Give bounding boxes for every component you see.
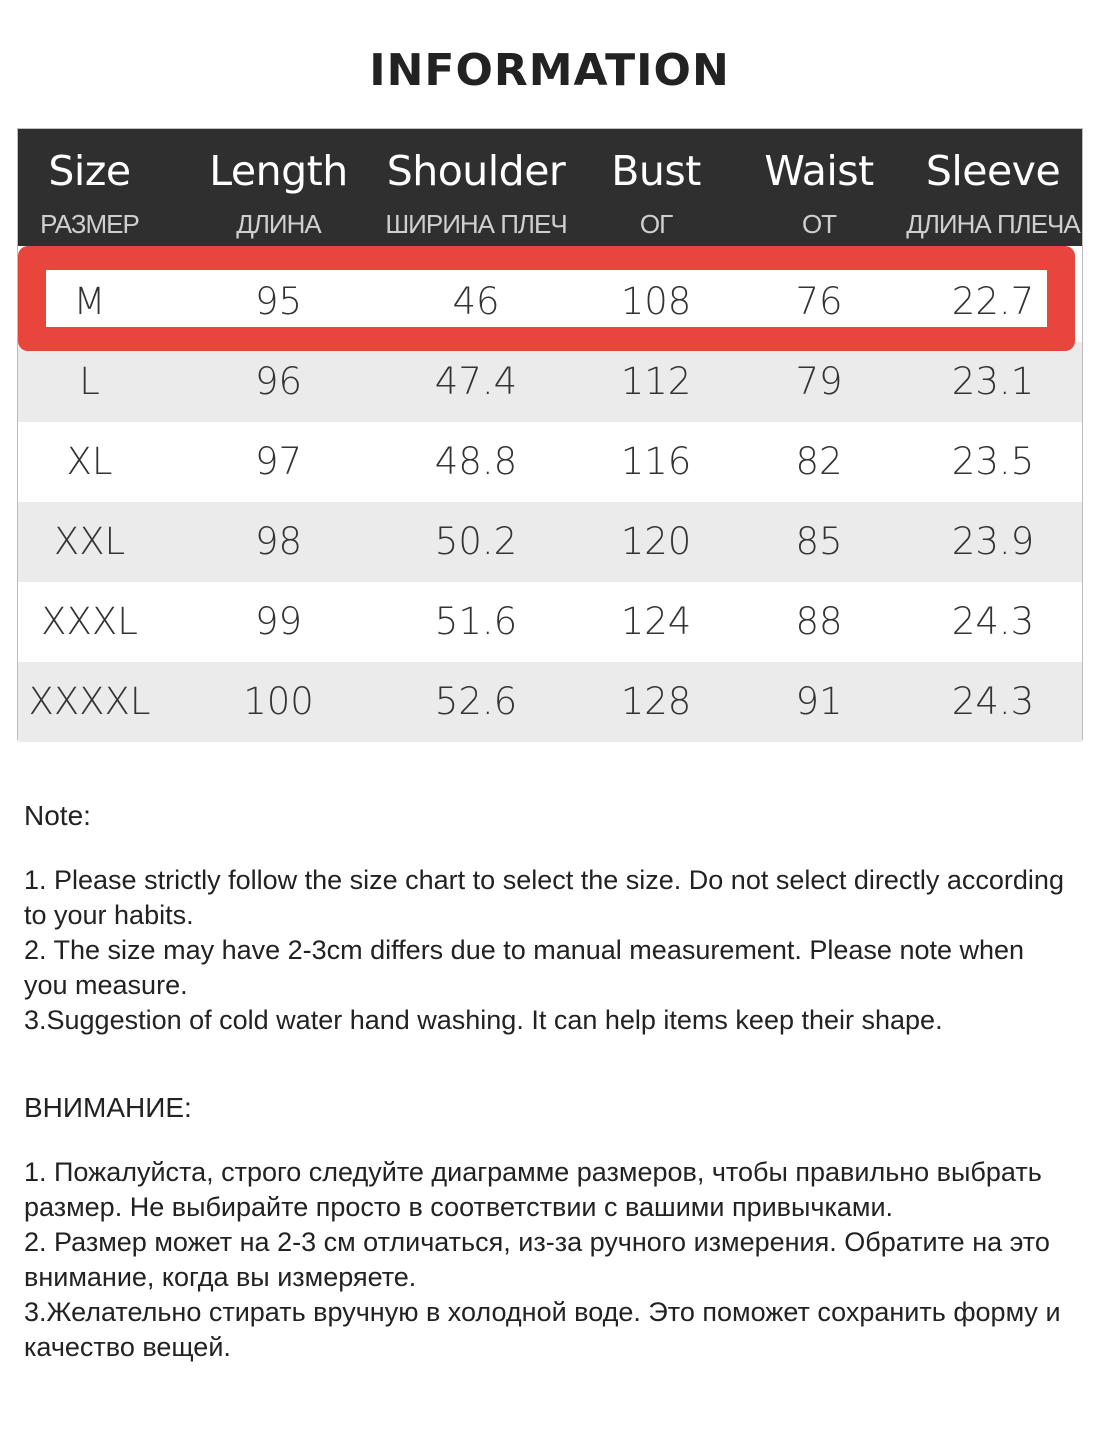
waist-cell: 88	[795, 600, 843, 643]
page-title: INFORMATION	[369, 45, 730, 96]
header-waist-en: Waist	[764, 147, 874, 195]
note-ru-heading: ВНИМАНИЕ:	[24, 1092, 192, 1123]
length-cell: 100	[243, 680, 314, 723]
waist-cell: 82	[795, 440, 843, 483]
sleeve-cell: 23.9	[951, 520, 1035, 563]
note-ru-line: 2. Размер может на 2-3 см отличаться, из-за ручного измерения. Обратите на это внимание, когда вы измеряете.	[24, 1227, 1050, 1292]
header-size	[18, 129, 161, 246]
shoulder-cell: 47.4	[434, 360, 518, 403]
bust-cell: 120	[620, 520, 692, 563]
note-en-line: 1. Please strictly follow the size chart to select the size. Do not select directly according to your habits.	[24, 865, 1064, 930]
header-length	[181, 129, 376, 246]
header-bust-ru: ОГ	[639, 209, 673, 239]
header-length-ru: ДЛИНА	[236, 209, 321, 239]
bust-cell: 128	[620, 680, 692, 723]
header-bust	[576, 129, 736, 246]
table-row	[18, 422, 1082, 502]
header-size-ru: РАЗМЕР	[40, 209, 139, 239]
bust-cell: 116	[620, 440, 692, 483]
header-waist	[736, 129, 902, 246]
length-cell: 95	[254, 280, 303, 323]
size-cell: XXXL	[41, 600, 138, 643]
length-cell: 96	[254, 360, 303, 403]
length-cell: 99	[254, 600, 303, 643]
table-row	[18, 262, 1082, 342]
table-row	[18, 342, 1082, 422]
table-row	[18, 662, 1082, 742]
waist-cell: 91	[795, 680, 843, 723]
note-ru	[24, 1090, 1074, 1365]
note-en-line: 3.Suggestion of cold water hand washing. It can help items keep their shape.	[24, 1005, 943, 1035]
shoulder-cell: 50.2	[434, 520, 518, 563]
table-row	[18, 502, 1082, 582]
header-length-en: Length	[209, 147, 348, 195]
table-row	[18, 582, 1082, 662]
shoulder-cell: 46	[452, 280, 500, 323]
bust-cell: 112	[620, 360, 692, 403]
size-cell: L	[79, 360, 100, 403]
bust-cell: 108	[620, 280, 692, 323]
sleeve-cell: 22.7	[951, 280, 1035, 323]
header-shoulder-en: Shoulder	[386, 147, 566, 195]
sleeve-cell: 24.3	[951, 600, 1035, 643]
header-waist-ru: ОТ	[801, 209, 837, 239]
shoulder-cell: 48.8	[434, 440, 518, 483]
header-size-en: Size	[48, 147, 131, 195]
shoulder-cell: 52.6	[434, 680, 518, 723]
header-shoulder	[376, 129, 576, 246]
note-en-line: 2. The size may have 2-3cm differs due to manual measurement. Please note when you measure.	[24, 935, 1025, 1000]
size-cell: XXL	[53, 520, 126, 563]
header-sleeve-ru: ДЛИНА ПЛЕЧА	[906, 209, 1080, 239]
header-bust-en: Bust	[611, 147, 701, 195]
shoulder-cell: 51.6	[434, 600, 518, 643]
note-en-heading: Note:	[24, 800, 91, 831]
table-header	[18, 129, 1082, 246]
note-ru-line: 3.Желательно стирать вручную в холодной воде. Это поможет сохранить форму и качество вещей.	[24, 1297, 1061, 1362]
size-cell: XL	[66, 440, 113, 483]
size-cell: M	[73, 280, 106, 323]
waist-cell: 79	[795, 360, 843, 403]
length-cell: 97	[254, 440, 303, 483]
sleeve-cell: 23.5	[951, 440, 1035, 483]
size-cell: XXXXL	[28, 680, 151, 723]
size-chart-table	[17, 128, 1083, 740]
header-sleeve-en: Sleeve	[925, 147, 1061, 195]
bust-cell: 124	[620, 600, 692, 643]
waist-cell: 85	[795, 520, 843, 563]
waist-cell: 76	[795, 280, 843, 323]
sleeve-cell: 24.3	[951, 680, 1035, 723]
header-sleeve	[902, 129, 1084, 246]
header-shoulder-ru: ШИРИНА ПЛЕЧ	[385, 209, 567, 239]
note-en	[24, 798, 1074, 1038]
sleeve-cell: 23.1	[951, 360, 1035, 403]
note-ru-line: 1. Пожалуйста, строго следуйте диаграмме размеров, чтобы правильно выбрать размер. Не выбирайте просто в соответствии с вашими привычками.	[24, 1157, 1042, 1222]
length-cell: 98	[254, 520, 303, 563]
